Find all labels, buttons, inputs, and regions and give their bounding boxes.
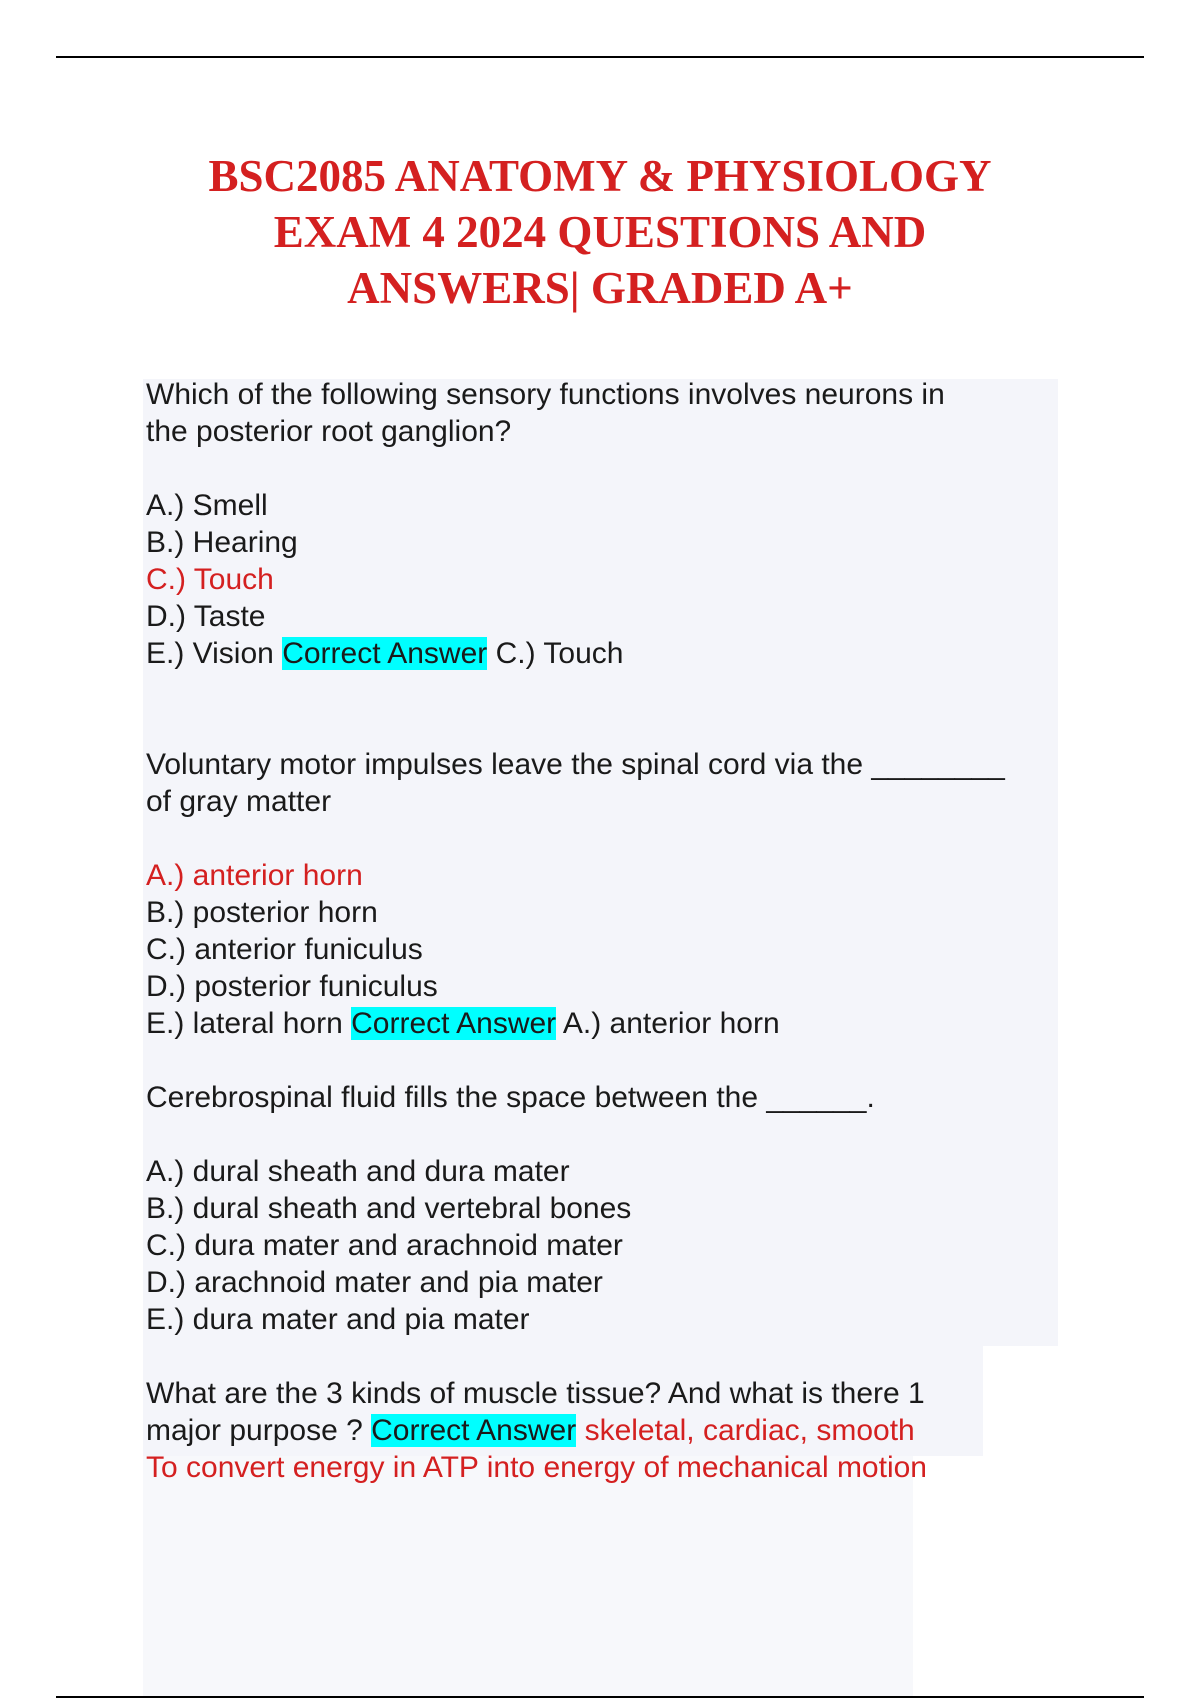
content-background-footer [143,1456,913,1696]
top-rule [56,56,1144,58]
question-1-text-line-2: the posterior root ganglion? [146,415,512,448]
question-2 [146,746,1066,1042]
question-4-text-part: major purpose ? [146,1414,363,1447]
q2-option-c: C.) anterior funiculus [146,933,423,966]
q1-option-c-correct: C.) Touch [146,563,274,596]
q2-option-d: D.) posterior funiculus [146,970,438,1003]
q2-option-e-line [146,1005,1066,1042]
q2-option-a-correct: A.) anterior horn [146,859,363,892]
q1-option-d: D.) Taste [146,600,266,633]
question-3 [146,1079,1066,1338]
question-2-text-line-1: Voluntary motor impulses leave the spinal cord via the ________ [146,748,1005,781]
question-4 [146,1375,1066,1486]
q4-correct-answer-label: Correct Answer [371,1414,577,1447]
q1-option-e: E.) Vision [146,637,274,670]
q3-option-a: A.) dural sheath and dura mater [146,1155,570,1188]
q1-option-b: B.) Hearing [146,526,298,559]
q1-option-e-line [146,635,1066,672]
question-4-text-line-1: What are the 3 kinds of muscle tissue? And what is there 1 [146,1377,925,1410]
question-1 [146,376,1066,672]
q2-option-b: B.) posterior horn [146,896,378,929]
question-1-text-line-1: Which of the following sensory functions involves neurons in [146,378,945,411]
document-title [100,148,1100,316]
q1-option-a: A.) Smell [146,489,268,522]
title-line-2: EXAM 4 2024 QUESTIONS AND [273,207,927,257]
q2-correct-answer-label: Correct Answer [351,1007,557,1040]
q3-option-c: C.) dura mater and arachnoid mater [146,1229,623,1262]
title-line-3: ANSWERS| GRADED A+ [347,263,853,313]
bottom-rule [56,1696,1144,1698]
q4-answer-line-1: skeletal, cardiac, smooth [584,1414,915,1447]
q4-answer-line-2: To convert energy in ATP into energy of mechanical motion [146,1451,927,1484]
q2-answer: A.) anterior horn [562,1007,780,1040]
question-3-text-line-1: Cerebrospinal fluid fills the space between the ______. [146,1081,875,1114]
q3-option-d: D.) arachnoid mater and pia mater [146,1266,603,1299]
q3-option-b: B.) dural sheath and vertebral bones [146,1192,632,1225]
title-line-1: BSC2085 ANATOMY & PHYSIOLOGY [208,151,992,201]
q1-correct-answer-label: Correct Answer [282,637,488,670]
question-4-text-line-2 [146,1412,1066,1449]
question-2-text-line-2: of gray matter [146,785,332,818]
q2-option-e: E.) lateral horn [146,1007,343,1040]
q3-option-e: E.) dura mater and pia mater [146,1303,530,1336]
document-body [146,376,1066,1486]
q1-answer: C.) Touch [495,637,624,670]
